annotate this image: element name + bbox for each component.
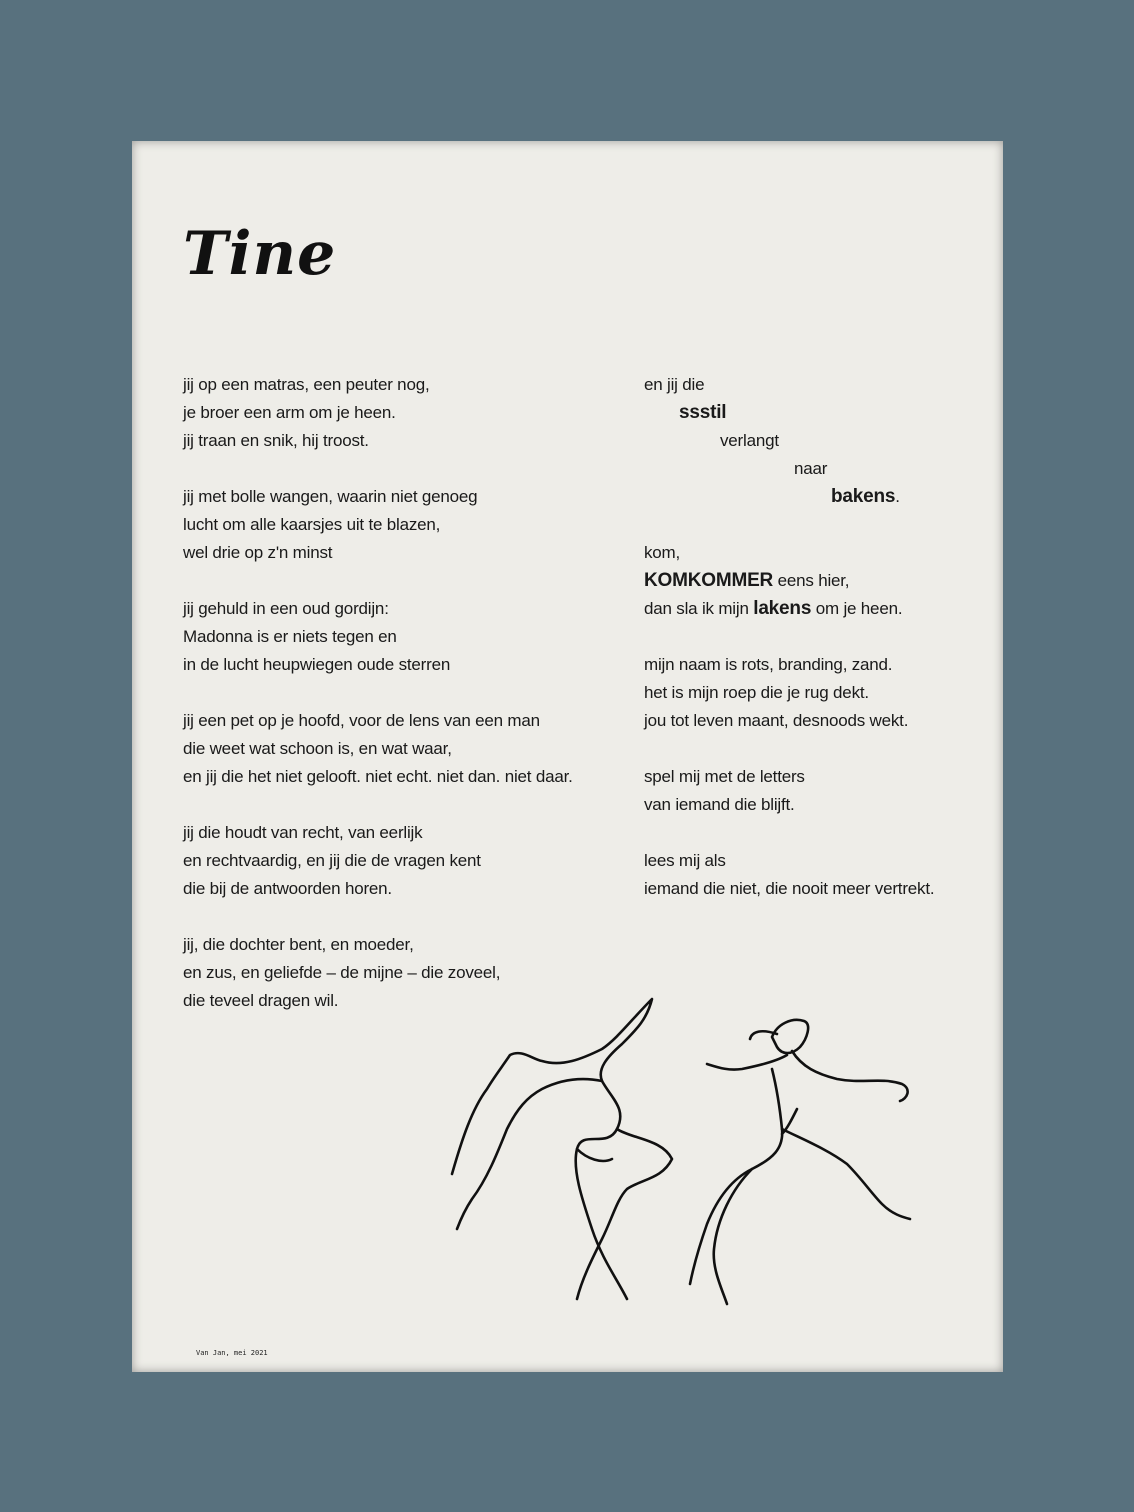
poem-line: van iemand die blijft. [644, 795, 795, 814]
poem-line: je broer een arm om je heen. [183, 403, 396, 422]
poem-line: die bij de antwoorden horen. [183, 879, 392, 898]
left-column [183, 371, 613, 1043]
poem-line: jou tot leven maant, desnoods wekt. [644, 711, 909, 730]
poem-text: dan sla ik mijn [644, 599, 754, 618]
poem-line: jij, die dochter bent, en moeder, [183, 935, 414, 954]
poem-line: in de lucht heupwiegen oude sterren [183, 655, 451, 674]
right-column [644, 371, 984, 931]
stairs-stanza [644, 371, 984, 511]
poem-line [644, 567, 984, 595]
stanza [183, 595, 613, 679]
poem-text: om je heen. [811, 599, 903, 618]
poem-line: jij met bolle wangen, waarin niet genoeg [183, 487, 478, 506]
poem-poster [132, 141, 1003, 1372]
poem-line: die weet wat schoon is, en wat waar, [183, 739, 452, 758]
poem-line: jij die houdt van recht, van eerlijk [183, 823, 423, 842]
poem-line: spel mij met de letters [644, 767, 805, 786]
poem-line: iemand die niet, die nooit meer vertrekt. [644, 879, 935, 898]
poem-line: en jij die [644, 375, 705, 394]
poem-line: mijn naam is rots, branding, zand. [644, 655, 893, 674]
poem-line: jij een pet op je hoofd, voor de lens van een man [183, 711, 540, 730]
poem-line: wel drie op z'n minst [183, 543, 333, 562]
poem-line: Madonna is er niets tegen en [183, 627, 397, 646]
stanza [183, 371, 613, 455]
stanza [183, 819, 613, 903]
stanza [644, 539, 984, 623]
poem-word-bakens: bakens [831, 486, 896, 507]
poem-line: en rechtvaardig, en jij die de vragen kent [183, 851, 481, 870]
poem-line: kom, [644, 543, 681, 562]
poem-line: verlangt [720, 431, 779, 450]
poem-line: jij traan en snik, hij troost. [183, 431, 369, 450]
poem-line: jij gehuld in een oud gordijn: [183, 599, 389, 618]
poem-line: lees mij als [644, 851, 726, 870]
poem-line [644, 595, 984, 623]
stanza [644, 847, 984, 903]
poem-line: die teveel dragen wil. [183, 991, 339, 1010]
dancers-line-drawing [432, 989, 952, 1319]
stanza [644, 651, 984, 735]
stanza [644, 763, 984, 819]
poem-title: Tine [183, 219, 337, 289]
poem-line: en zus, en geliefde – de mijne – die zoveel, [183, 963, 501, 982]
footer-signature: Van Jan, mei 2021 [196, 1349, 268, 1357]
poem-period: . [895, 487, 900, 506]
stanza [183, 483, 613, 567]
poem-line: naar [794, 459, 828, 478]
poem-line: en jij die het niet gelooft. niet echt. niet dan. niet daar. [183, 767, 573, 786]
poem-word-komkommer: KOMKOMMER [644, 570, 774, 591]
poem-word-lakens: lakens [753, 598, 812, 619]
stanza [183, 707, 613, 791]
poem-line: jij op een matras, een peuter nog, [183, 375, 430, 394]
poem-line: het is mijn roep die je rug dekt. [644, 683, 869, 702]
poem-line: lucht om alle kaarsjes uit te blazen, [183, 515, 441, 534]
poem-text: eens hier, [773, 571, 850, 590]
poem-line-ssstil: ssstil [679, 402, 727, 423]
